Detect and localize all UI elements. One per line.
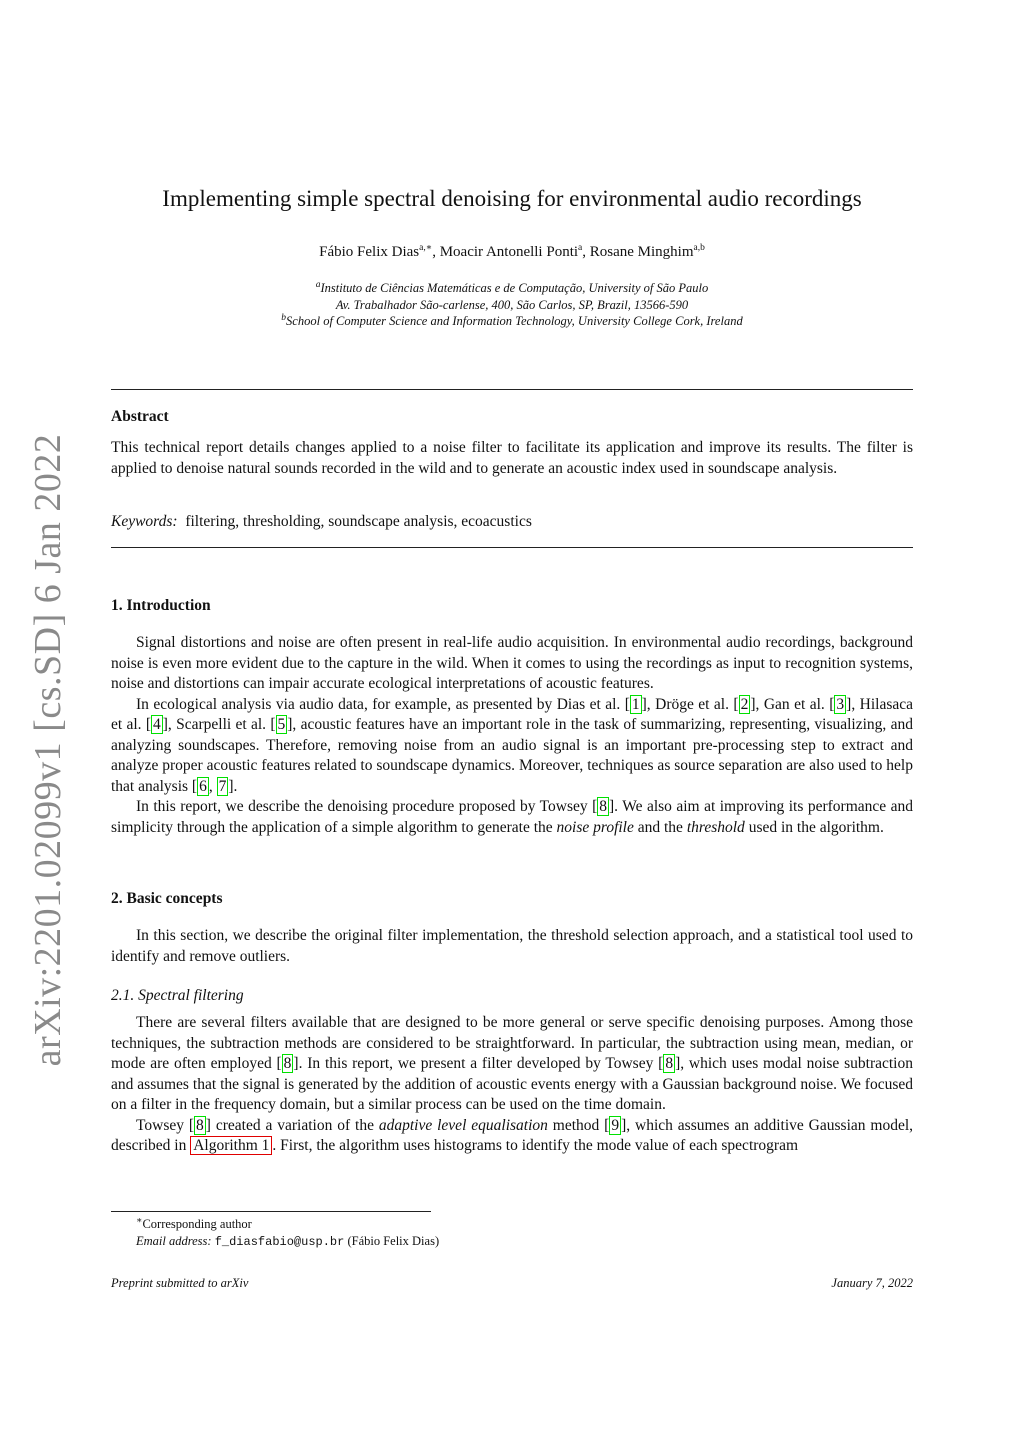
citation-link[interactable]: 8: [599, 798, 608, 815]
citation-link[interactable]: 8: [283, 1055, 292, 1072]
keywords-list: filtering, thresholding, soundscape analysis, ecoacustics: [185, 513, 532, 530]
paragraph: There are several filters available that are designed to be more general or serve specific denoising purposes. Among those techniques, the subtraction methods are considered to be straightforward. In particular, the subtraction using mean, median, or mode are often employed [ 8 ]. In this report, we present a filter developed by Towsey [ 8 ], which uses modal noise subtraction and assumes that the signal is generated by the addition of acoustic events energy with a Gaussian background noise. We focused on a filter in the frequency domain, but a similar process can be used on the time domain.: [111, 1014, 913, 1113]
affiliations: $^a$Instituto de Ciências Matemáticas e de Computação, University of São Paulo Av. Trabalhador São-carlense, 400, São Carlos, SP, Brazil, 13566-590 $^b$School of Computer Science and Information Technology, University College Cork, Ireland: [0, 280, 1024, 330]
citation-link[interactable]: 8: [196, 1116, 204, 1134]
paragraph: Signal distortions and noise are often present in real-life audio acquisition. In environmental audio recordings, background noise is even more evident due to the capture in the wild. When it comes to using the recordings as input to recognition systems, noise and distortions can impair accurate ecological interpretations of acoustic features.: [111, 634, 913, 692]
citation-link[interactable]: 1: [631, 695, 640, 713]
author-name: Fábio Felix Dias: [319, 244, 420, 260]
paragraph: In ecological analysis via audio data, for example, as presented by Dias et al. [ 1 ], Dröge et al. [ 2 ], Gan et al. [ 3 ], Hilasaca et al. [ 4 ], Scarpelli et al. [ 5 ], acoustic features have an important role in the task of summarizing, representing, visualizing, and analyzing soundscapes. Therefore, removing noise from an audio signal is an important pre-processing step to extract and analyze proper acoustic features related to soundscape dynamics. Moreover, techniques as source separation are also used to help that analysis [ 6 , 7 ].: [111, 695, 913, 795]
citation-link[interactable]: 6: [199, 777, 207, 795]
author-affil-mark: a: [578, 243, 583, 253]
paragraph: Towsey [ 8 ] created a variation of the adaptive level equalisation method [ 9 ], which assumes an additive Gaussian model, described in Algorithm 1 . First, the algorithm uses histograms to identify the mode value of each spectrogram: [111, 1116, 914, 1154]
affiliation-a: Instituto de Ciências Matemáticas e de Computação, University of São Paulo: [320, 281, 709, 295]
section-1-body: [111, 633, 913, 838]
footnote: ∗Corresponding author Email address: f_diasfabio@usp.br (Fábio Felix Dias): [136, 1215, 440, 1249]
paper-title: Implementing simple spectral denoising for environmental audio recordings: [162, 186, 862, 211]
section-2-heading: 2. Basic concepts: [111, 890, 223, 907]
citation-link[interactable]: 9: [611, 1116, 620, 1134]
citation-link[interactable]: 7: [218, 777, 227, 795]
keywords-label: Keywords:: [111, 513, 178, 530]
date: January 7, 2022: [831, 1276, 913, 1290]
algorithm-link[interactable]: Algorithm 1: [190, 1136, 272, 1155]
email-address[interactable]: f_diasfabio@usp.br: [214, 1235, 345, 1249]
abstract-heading: Abstract: [111, 408, 169, 425]
citation-link[interactable]: 5: [277, 716, 286, 733]
section-2-1-body: [111, 1013, 913, 1157]
footnote-rule: [111, 1211, 431, 1212]
affiliation-b: School of Computer Science and Information Technology, University College Cork, Ireland: [286, 314, 743, 328]
author-affil-mark: a,∗: [419, 243, 433, 253]
section-2-intro: In this section, we describe the original filter implementation, the threshold selection approach, and a statistical tool used to identify and remove outliers.: [111, 927, 913, 965]
author-name: Moacir Antonelli Ponti: [439, 244, 579, 260]
citation-link[interactable]: 3: [836, 695, 845, 713]
citation-link[interactable]: 2: [740, 695, 749, 713]
author-list: Fábio Felix Dias$^{a,∗}$, Moacir Antonelli Ponti$^a$, Rosane Minghim$^{a,b}$: [319, 243, 705, 260]
citation-link[interactable]: 4: [153, 716, 161, 733]
section-1-heading: 1. Introduction: [111, 597, 211, 614]
author-affil-mark: a,b: [693, 243, 705, 253]
footnote-text: Corresponding author: [142, 1217, 252, 1231]
preprint-note: Preprint submitted to arXiv: [111, 1276, 249, 1290]
affiliation-a-address: Av. Trabalhador São-carlense, 400, São Carlos, SP, Brazil, 13566-590: [335, 297, 689, 312]
citation-link[interactable]: 8: [665, 1055, 674, 1072]
subsection-2-1-heading: 2.1. Spectral filtering: [111, 987, 244, 1004]
abstract-top-rule: [111, 389, 913, 390]
abstract-bottom-rule: [111, 547, 913, 548]
arxiv-identifier: arXiv:2201.02099v1 [cs.SD] 6 Jan 2022: [27, 433, 69, 1067]
email-label: Email address:: [136, 1234, 212, 1248]
author-name: Rosane Minghim: [589, 244, 694, 260]
keywords: [111, 512, 913, 533]
abstract-text: This technical report details changes applied to a noise filter to facilitate its application and improve its results. The filter is applied to denoise natural sounds recorded in the wild and to generate an acoustic index used in soundscape analysis.: [111, 439, 913, 477]
paragraph: In this report, we describe the denoising procedure proposed by Towsey [ 8 ]. We also aim at improving its performance and simplicity through the application of a simple algorithm to generate the noise profile and the threshold used in the algorithm.: [111, 798, 913, 836]
